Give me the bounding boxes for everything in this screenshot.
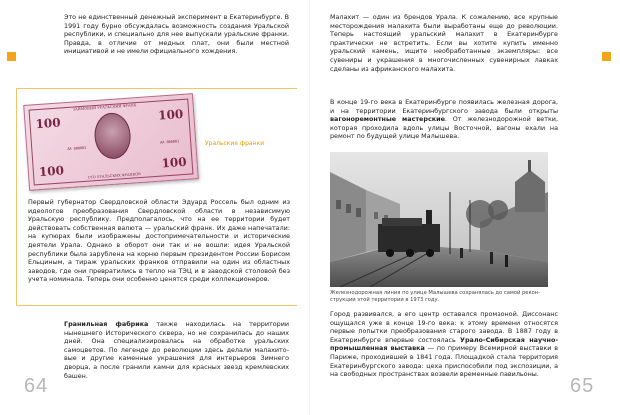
left-para-1: Это не единственный денежный эксперимент в Екатеринбурге. В 1991 году бурно обсуждалась возможность создания Уральской республики, и специально для нее выпускали уральские франки. Правда, в отличие от медных плат, они были местной инициативой и не имели официального хождения. [64,13,289,56]
right-para-2-block [330,98,558,141]
banknote-caption: Уральские франки [205,140,264,147]
accent-marker-right [602,52,611,61]
right-para-3-b: — по примеру Всемирной выставки в Париже, проходившей в 1841 года. Площадкой стала территория Екатеринбургского завода: цеха приспособили под экспозиции, а на свободных пространствах возвели временные павильоны. [330,344,558,379]
left-para-2-text: также находилась на территории нынешнего Исторического сквера, но не сохранилась до наших дней. Она специализировалась на обработке уральских самоцветов. По легенде до революции здесь делали малахитовые и другие каменные украшения для интерьеров Зимнего дворца, а после гранили камни для красных звезд кремлевских башен. [64,320,290,380]
right-para-1: Малахит — один из брендов Урала. К сожалению, все крупные месторождения малахита были выработаны еще до революции. Теперь настоящий уральский малахит в Екатеринбурге практически не встретить. Если вы хотите купить именно уральский камень, ищите необработанные экземпляры: все сувениры и украшения в многочисленных сувенирных лавках сделаны из африканского малахита. [330,13,558,73]
accent-marker-left [7,52,16,61]
page-number-left: 64 [24,375,49,397]
granite-factory-term: Гранильная фабрика [64,320,149,328]
left-para-1-block [64,13,289,56]
exhibition-term: Урало-Сибирская научно-промышленная выставка [330,335,558,353]
ural-franc-banknote [23,93,199,191]
banknote-top-text: ЗАЙМОВЫЙ УРАЛЬСКИЙ ФРАНК [72,103,137,112]
left-para-2-block [64,320,289,380]
right-para-3-a: Город развивался, а его центр оставался промзоной. Диссонанс ощущался уже в конце 19-го века: к этому времени относятся первые попытки преобразования старого завода. В 1887 году в Екатеринбурге впервые состоялась [330,310,558,344]
right-para-3 [330,310,558,379]
banknote-bottom-text: СТО УРАЛЬСКИХ ФРАНКОВ [87,172,141,180]
right-para-2-a: В конце 19-го века в Екатеринбурге появилась железная дорога, и на территории Екатеринбургского завода были открыты [330,98,558,115]
right-para-2-b: . От железнодорожной ветки, которая проходила вдоль улицы Восточной, вагоны ехали на ремонт по будущей улице Малышева. [330,115,558,141]
photo-caption: Железнодорожная линия по улице Малышева сохранялась до самой реконструкции этой территории в 1973 году. [330,290,541,303]
banknote-denomination-top-right: 100 [157,106,184,123]
photo-caption-block [330,290,558,304]
photo-pedestrian [460,248,463,258]
banknote-denomination-bottom-right: 100 [161,154,188,171]
left-para-2 [64,320,289,380]
street-photo-illustration [330,152,548,287]
right-para-3-block [330,310,558,379]
wagon-workshops-term: вагоноремонтные мастерские [330,115,445,124]
right-para-1-block [330,13,558,73]
note-text-block [28,198,290,284]
photo-locomotive [378,224,440,252]
banknote-denomination-top-left: 100 [35,115,62,132]
note-text: Первый губернатор Свердловской области Эдуард Россель был одним из идеологов преобразования Свердловской области в независимую Уральскую республику. Предполагалось, что на ее территории будет действовать собственная валюта — уральский франк. Их даже напечатали: на купюрах были изображены достопримечательности и исторические деятели Урала. Однако в оборот они так и не вошли: идея Уральской республики была зарублена на корню первым президентом России Борисом Ельциным, а тираж уральских франков отправили на один из областных заводов, где они превратились в тепло на ТЭЦ и в заводской столовой без учета номинала. Теперь они особенно ценятся среди коллекционеров. [28,198,290,284]
historical-street-photo [330,152,548,287]
banknote-serial-right: АА 000001 [160,139,180,145]
banknote-serial-left: АА 000001 [67,145,87,152]
right-para-2 [330,98,558,141]
page-number-right: 65 [570,375,595,397]
banknote-denomination-bottom-left: 100 [38,163,65,180]
